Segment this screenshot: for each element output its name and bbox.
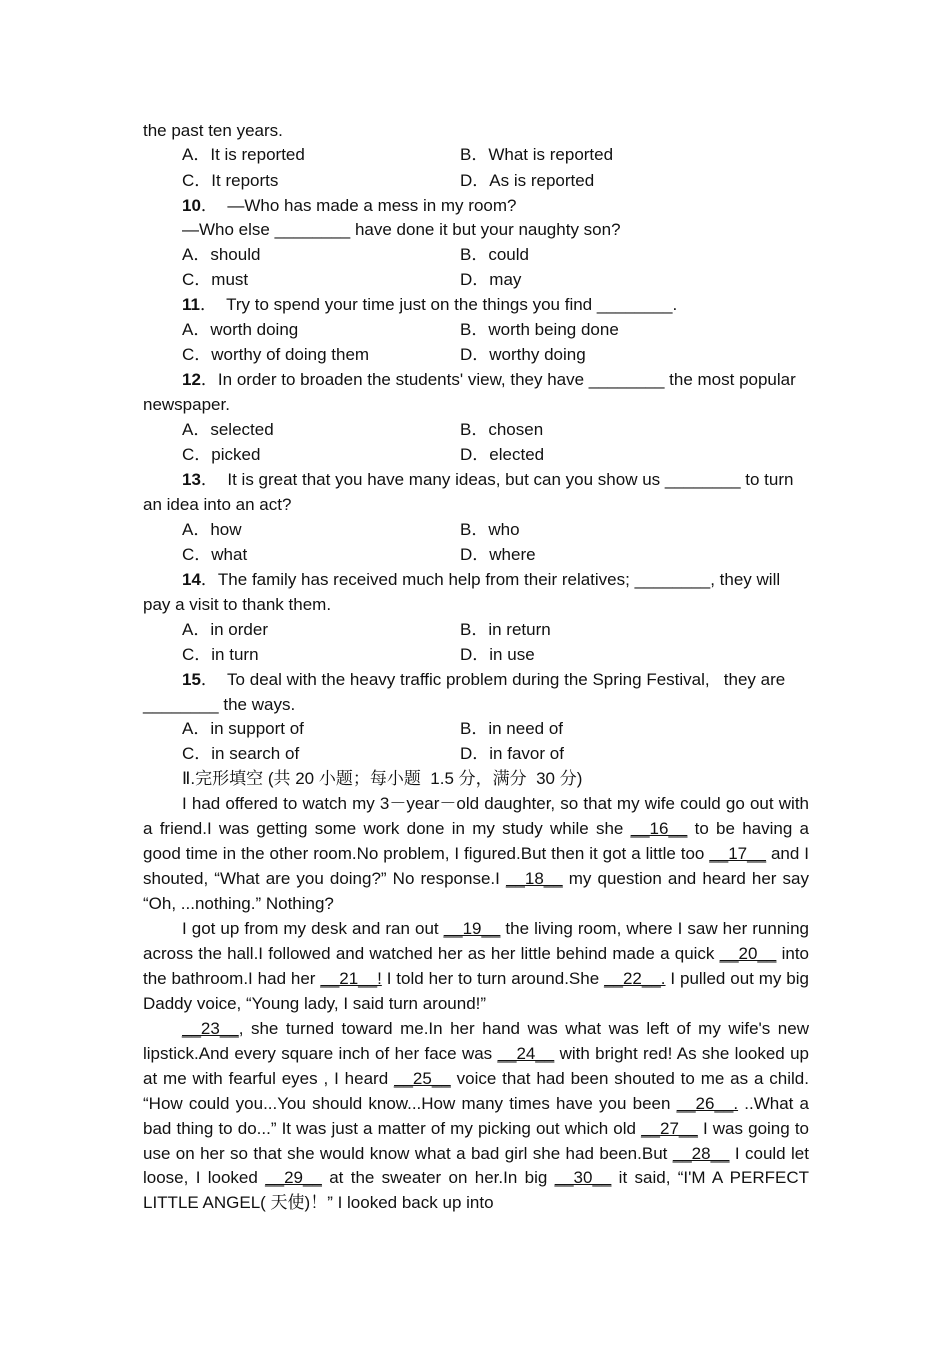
q15-option-c: C．in search of bbox=[182, 744, 300, 763]
q11-option-b: B．worth being done bbox=[460, 320, 619, 339]
blank-19[interactable]: __19__ bbox=[443, 919, 501, 938]
blank-25[interactable]: __25__ bbox=[394, 1068, 451, 1088]
blank-30[interactable]: __30__ bbox=[554, 1168, 612, 1188]
q14-stem-cont: pay a visit to thank them. bbox=[143, 595, 332, 614]
q11-option-a: A．worth doing bbox=[182, 320, 299, 339]
blank-23[interactable]: __23__ bbox=[182, 1019, 239, 1038]
blank-18[interactable]: __18__ bbox=[505, 868, 563, 888]
q15-option-d: D．in favor of bbox=[460, 744, 564, 763]
q9-option-d: D．As is reported bbox=[460, 171, 595, 190]
q12-option-b: B．chosen bbox=[460, 420, 544, 439]
q12-stem: 12．In order to broaden the students' view, they have ________ the most popular bbox=[182, 370, 796, 389]
q11-option-d: D．worthy doing bbox=[460, 345, 586, 364]
q12-option-d: D．elected bbox=[460, 445, 545, 464]
q14-option-b: B．in return bbox=[460, 620, 551, 639]
q12-option-c: C．picked bbox=[182, 445, 261, 464]
q10-stem-reply: —Who else ________ have done it but your naughty son? bbox=[182, 220, 621, 239]
q13-stem-cont: an idea into an act? bbox=[143, 495, 292, 514]
section-title: Ⅱ.完形填空 (共 20 小题；每小题 1.5 分，满分 30 分) bbox=[182, 769, 583, 788]
q9-option-a: A．It is reported bbox=[182, 145, 305, 164]
q15-stem-cont: ________ the ways. bbox=[143, 695, 296, 714]
blank-29[interactable]: __29__ bbox=[265, 1168, 322, 1188]
q11-stem: 11． Try to spend your time just on the things you find ________. bbox=[182, 295, 678, 314]
blank-28[interactable]: __28__ bbox=[672, 1143, 730, 1163]
q11-option-c: C．worthy of doing them bbox=[182, 345, 370, 364]
q14-option-a: A．in order bbox=[182, 620, 268, 639]
q15-stem: 15． To deal with the heavy traffic problem during the Spring Festival, they are bbox=[182, 670, 786, 689]
q9-option-c: C．It reports bbox=[182, 171, 279, 190]
passage-paragraph-3: __23__, she turned toward me.In her hand was what was left of my wife's new lipstick.And every square inch of her face was __24__ with bright red! As she looked up at me with fearful eyes , I heard __25__ voice that had been shouted to me as a child. “How could you...You should know...How many times have you been __26__. ..What a bad thing to do...” It was just a matter of my picking out which old __27__ I was going to use on her so that she would know what a bad girl she had been.But __28__ I could let loose, I looked __29__ at the sweater on her.In big __30__ it said, “I'M A PERFECT LITTLE ANGEL( 天使)！” I looked back up into bbox=[143, 1019, 810, 1213]
blank-21[interactable]: __21__! bbox=[320, 968, 382, 988]
passage-paragraph-2: I got up from my desk and ran out __19__ the living room, where I saw her running across the hall.I followed and watched her as her little behind made a quick __20__ into the bathroom.I had her __21__! I told her to turn around.She __22__. I pulled out my big Daddy voice, “Young lady, I said turn around!” bbox=[143, 919, 809, 1013]
q15-option-b: B．in need of bbox=[460, 719, 564, 738]
blank-20[interactable]: __20__ bbox=[719, 943, 777, 963]
blank-17[interactable]: __17__ bbox=[709, 843, 767, 863]
q13-option-a: A．how bbox=[182, 520, 242, 539]
q14-option-c: C．in turn bbox=[182, 645, 259, 664]
q14-option-d: D．in use bbox=[460, 645, 535, 664]
passage-paragraph-1: I had offered to watch my 3－year－old daughter, so that my wife could go out with a friend.I was getting some work done in my study while she __16__ to be having a good time in the other room.No problem, I figured.But then it got a little too __17__ and I shouted, “What are you doing?” No response.I __18__ my question and heard her say “Oh, ...nothing.” Nothing? bbox=[143, 794, 809, 913]
blank-27[interactable]: __27__ bbox=[641, 1118, 698, 1138]
q10-option-a: A．should bbox=[182, 245, 261, 264]
q13-option-d: D．where bbox=[460, 545, 536, 564]
q13-option-c: C．what bbox=[182, 545, 248, 564]
q12-stem-cont: newspaper. bbox=[143, 395, 230, 414]
q10-option-b: B．could bbox=[460, 245, 529, 264]
q9-option-b: B．What is reported bbox=[460, 145, 614, 164]
q15-option-a: A．in support of bbox=[182, 719, 304, 738]
blank-16[interactable]: __16__ bbox=[630, 818, 688, 838]
q13-option-b: B．who bbox=[460, 520, 520, 539]
q10-option-d: D．may bbox=[460, 270, 522, 289]
blank-26[interactable]: __26__. bbox=[676, 1093, 739, 1113]
blank-22[interactable]: __22__. bbox=[604, 968, 666, 988]
q12-option-a: A．selected bbox=[182, 420, 274, 439]
q13-stem: 13． It is great that you have many ideas, but can you show us ________ to turn bbox=[182, 470, 794, 489]
q10-option-c: C．must bbox=[182, 270, 249, 289]
q14-stem: 14．The family has received much help from their relatives; ________, they will bbox=[182, 570, 781, 589]
q10-stem: 10． —Who has made a mess in my room? bbox=[182, 196, 517, 215]
blank-24[interactable]: __24__ bbox=[497, 1043, 555, 1063]
lead-line: the past ten years. bbox=[143, 121, 283, 140]
